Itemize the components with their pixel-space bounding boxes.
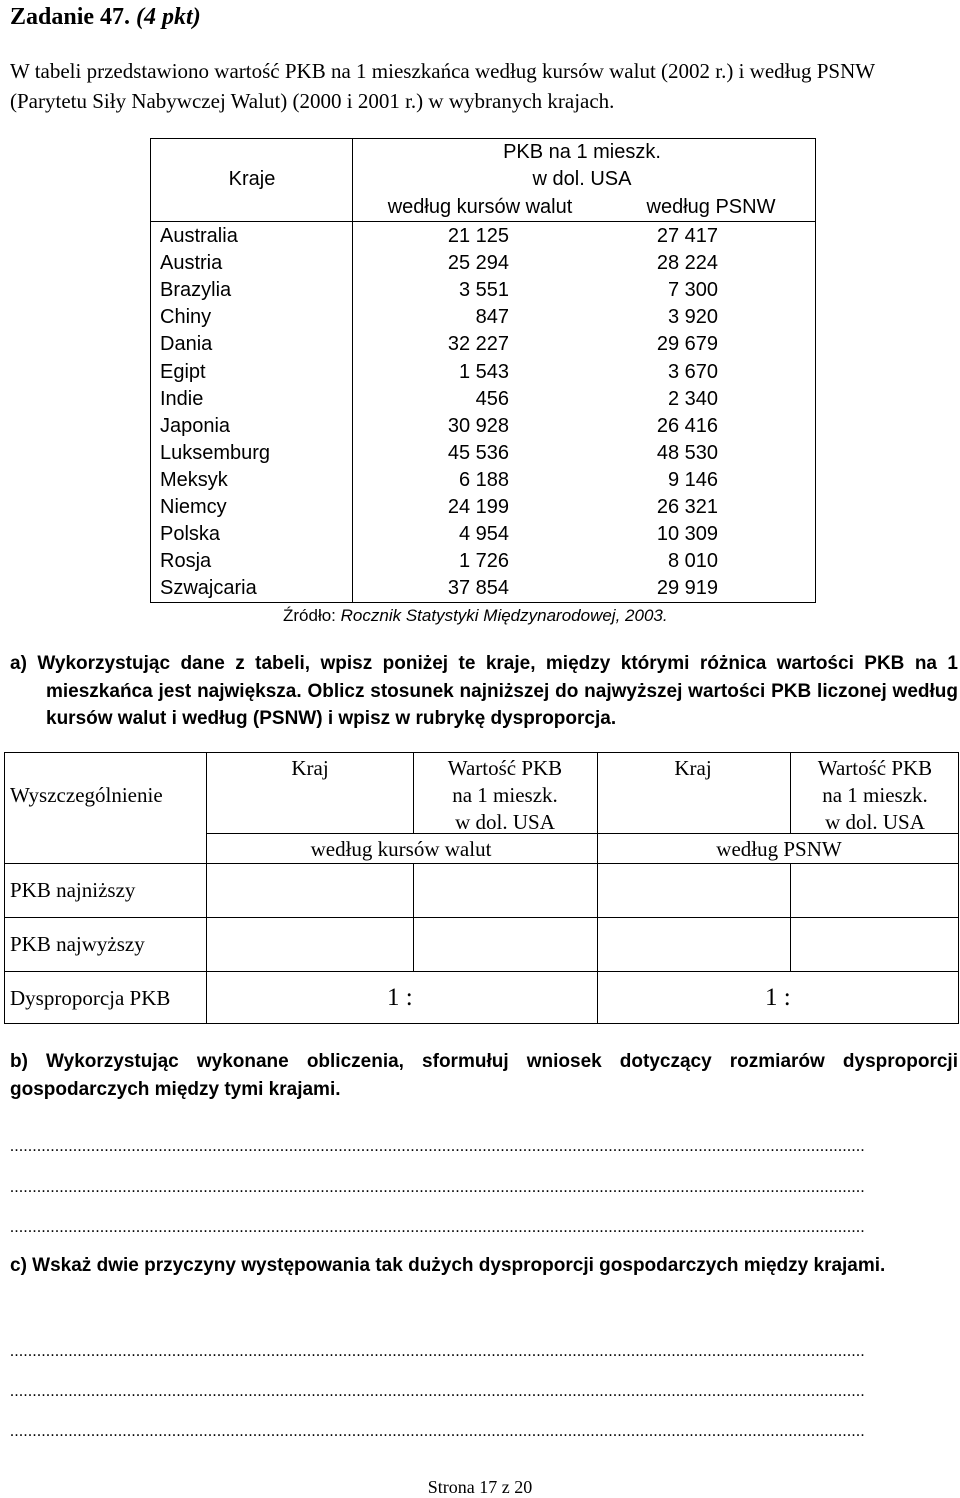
source-title: Rocznik Statystyki Międzynarodowej (340, 606, 616, 625)
row-value-exchange-rate: 25 294 (447, 252, 509, 275)
header-value-2-line2: na 1 mieszk. (822, 783, 928, 807)
table-divider-horizontal (151, 221, 815, 222)
row-value-exchange-rate: 32 227 (447, 333, 509, 356)
row-value-ppp: 48 530 (656, 441, 718, 464)
header-value-2-line1: Wartość PKB (817, 756, 933, 780)
header-country-1: Kraj (291, 756, 329, 780)
header-value-2-line3: w dol. USA (825, 810, 925, 834)
row-value-exchange-rate: 4 954 (458, 523, 509, 546)
row-value-ppp: 28 224 (656, 252, 718, 275)
row-value-ppp: 26 321 (656, 496, 718, 518)
row-country: Polska (160, 523, 221, 546)
row-value-ppp: 9 146 (667, 468, 718, 491)
row-country: Niemcy (160, 496, 227, 518)
row-value-ppp: 3 670 (667, 360, 718, 383)
header-value-1-line3: w dol. USA (455, 810, 555, 834)
question-b: b) Wykorzystując wykonane obliczenia, sformułuj wniosek dotyczący rozmiarów dysproporcji gospodarczych między tymi krajami. (10, 1051, 958, 1100)
row-ratio: Dysproporcja PKB (10, 986, 171, 1010)
row-country: Austria (160, 252, 223, 275)
header-country-2: Kraj (674, 756, 712, 780)
row-value-ppp: 7 300 (667, 279, 718, 302)
row-value-ppp: 29 919 (656, 577, 718, 600)
header-exchange-rate: według kursów walut (387, 196, 573, 218)
row-value-exchange-rate: 3 551 (458, 279, 509, 302)
task-title (10, 4, 201, 31)
row-value-exchange-rate: 1 543 (458, 360, 509, 383)
row-value-exchange-rate: 1 726 (458, 550, 509, 573)
row-value-exchange-rate: 45 536 (447, 441, 509, 464)
ratio-ppp: 1 : (765, 984, 791, 1011)
row-highest-gdp: PKB najwyższy (10, 932, 145, 956)
row-value-exchange-rate: 24 199 (447, 496, 509, 518)
answer-line[interactable]: .............................................................................................................................................................................................. (10, 1343, 865, 1360)
task-intro: W tabeli przedstawiono wartość PKB na 1 mieszkańca według kursów walut (2002 r.) i według PSNW (Parytetu Siły Nabywczej Walut) (2000 i 2001 r.) w wybranych krajach. (10, 59, 875, 113)
header-value-line1: PKB na 1 mieszk. (503, 141, 661, 163)
answer-line[interactable]: .............................................................................................................................................................................................. (10, 1219, 865, 1236)
header-value-1-line1: Wartość PKB (447, 756, 563, 780)
row-country: Japonia (160, 414, 231, 437)
row-country: Chiny (160, 306, 212, 329)
row-country: Dania (160, 333, 213, 356)
answer-table (4, 752, 959, 1024)
header-value-line2: w dol. USA (532, 168, 632, 190)
row-country: Brazylia (160, 279, 232, 302)
row-value-ppp: 26 416 (656, 414, 718, 437)
row-value-exchange-rate: 30 928 (447, 414, 509, 437)
row-value-exchange-rate: 6 188 (458, 468, 509, 491)
row-lowest-gdp: PKB najniższy (10, 878, 136, 902)
source-label: Źródło: (283, 606, 341, 625)
header-specification: Wyszczególnienie (10, 783, 163, 807)
row-value-ppp: 29 679 (656, 333, 718, 356)
header-value-1-line2: na 1 mieszk. (452, 783, 558, 807)
row-value-exchange-rate: 21 125 (447, 225, 509, 247)
row-value-ppp: 2 340 (667, 387, 718, 410)
row-country: Szwajcaria (160, 577, 257, 600)
question-a: a) Wykorzystując dane z tabeli, wpisz poniżej te kraje, między którymi różnica wartości PKB na 1 mieszkańca jest największa. Oblicz stosunek najniższej do najwyższej wartości PKB liczonej według kursów walut i według (PSNW) i wpisz w rubrykę dysproporcja. (10, 653, 958, 729)
task-points: (4 pkt) (136, 4, 201, 30)
col-divider (597, 753, 598, 1024)
col-divider (413, 753, 414, 833)
row-value-exchange-rate: 456 (475, 387, 509, 410)
source-year: , 2003. (615, 606, 668, 625)
answer-line[interactable]: .............................................................................................................................................................................................. (10, 1423, 865, 1440)
ratio-exchange-rate: 1 : (387, 984, 413, 1011)
row-country: Australia (160, 225, 238, 247)
row-country: Meksyk (160, 468, 228, 491)
group-ppp: według PSNW (716, 837, 842, 861)
header-ppp: według PSNW (646, 196, 776, 218)
row-value-ppp: 27 417 (656, 225, 718, 247)
source-note (283, 606, 668, 626)
row-divider (5, 863, 959, 864)
answer-line[interactable]: .............................................................................................................................................................................................. (10, 1138, 865, 1155)
header-countries: Kraje (228, 168, 276, 190)
row-divider (5, 971, 959, 972)
group-exchange-rate: według kursów walut (310, 837, 492, 861)
col-divider (790, 753, 791, 833)
col-divider (206, 753, 207, 1024)
answer-line[interactable]: .............................................................................................................................................................................................. (10, 1179, 865, 1196)
row-country: Egipt (160, 360, 206, 383)
row-value-exchange-rate: 847 (475, 306, 509, 329)
page-footer: Strona 17 z 20 (427, 1477, 533, 1497)
row-divider (5, 917, 959, 918)
gdp-data-table (150, 138, 816, 603)
row-value-ppp: 8 010 (667, 550, 718, 573)
row-country: Luksemburg (160, 441, 271, 464)
table-divider-vertical (352, 139, 353, 602)
row-value-ppp: 3 920 (667, 306, 718, 329)
row-country: Indie (160, 387, 204, 410)
question-c: c) Wskaż dwie przyczyny występowania tak dużych dysproporcji gospodarczych między krajami. (10, 1255, 886, 1276)
row-country: Rosja (160, 550, 212, 573)
answer-line[interactable]: .............................................................................................................................................................................................. (10, 1383, 865, 1400)
task-label: Zadanie 47. (10, 4, 131, 30)
row-value-ppp: 10 309 (656, 523, 718, 546)
row-value-exchange-rate: 37 854 (447, 577, 509, 600)
